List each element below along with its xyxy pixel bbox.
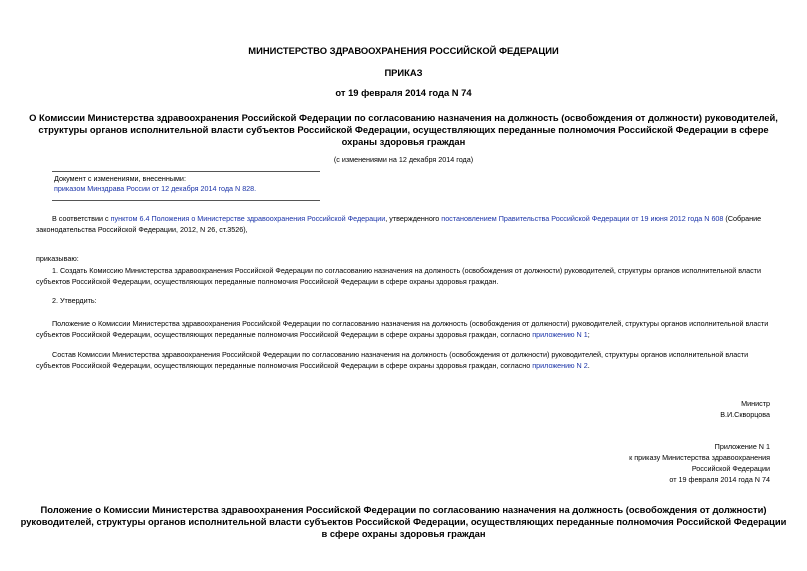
order-date: от 19 февраля 2014 года N 74: [335, 87, 472, 98]
appendix-line-3: Российской Федерации: [691, 464, 770, 473]
signature-name: В.И.Скворцова: [720, 410, 770, 419]
item-1: 1. Создать Комиссию Министерства здравоохранения Российской Федерации по согласованию назначения на должность (освобождения от должности) руководителей, структуры органов исполнительной власти субъектов Российской Федерации, осуществляющих переданные полномочия Российской Федерации в сфере охраны здоровья граждан.: [36, 266, 761, 286]
changes-top-divider: [52, 171, 320, 172]
title-line-2: структуры органов исполнительной власти субъектов Российской Федерации, осуществляющих переданные полномочия Российской Федерации в сфере: [38, 124, 769, 135]
order-heading: ПРИКАЗ: [384, 67, 423, 78]
approve-item-2: Состав Комиссии Министерства здравоохранения Российской Федерации по согласованию назначения на должность (освобождения от должности) руководителей, структуры органов исполнительной власти субъектов Российской Федерации, осуществляющих переданные полномочия Российской Федерации в сфере охраны здоровья граждан, согласно приложению N 2.: [36, 350, 749, 370]
changes-link[interactable]: приказом Минздрава России от 12 декабря 2014 года N 828.: [54, 184, 257, 193]
appendix-line-2: к приказу Министерства здравоохранения: [629, 453, 770, 462]
ministry-heading: МИНИСТЕРСТВО ЗДРАВООХРАНЕНИЯ РОССИЙСКОЙ ФЕДЕРАЦИИ: [248, 45, 559, 56]
item-2: 2. Утвердить:: [52, 296, 97, 305]
signature-block: [560, 398, 770, 420]
appendix-line-4: от 19 февраля 2014 года N 74: [669, 475, 770, 484]
title-line-3: охраны здоровья граждан: [341, 136, 466, 147]
changes-bottom-divider: [52, 200, 320, 201]
appendix-line-1: Приложение N 1: [714, 442, 770, 451]
appendix-title: [0, 504, 807, 540]
order-word: приказываю:: [36, 254, 79, 263]
changes-label: Документ с изменениями, внесенными:: [54, 174, 186, 183]
title-line-1: О Комиссии Министерства здравоохранения Российской Федерации по согласованию назначения на должность (освобождения от должности) руководителей,: [29, 112, 778, 123]
intro-paragraph: В соответствии с пунктом 6.4 Положения о Министерстве здравоохранения Российской Федерации, утвержденного постановлением Правительства Российской Федерации от 19 июня 2012 года N 608 (Собрание законодательства Российской Федерации, 2012, N 26, ст.3526),: [36, 214, 762, 234]
appendix-1-link[interactable]: приложению N 1: [532, 330, 588, 339]
document-title: [0, 112, 807, 148]
appendix-2-link[interactable]: приложению N 2: [532, 361, 588, 370]
approve-item-1: Положение о Комиссии Министерства здравоохранения Российской Федерации по согласованию назначения на должность (освобождения от должности) руководителей, структуры органов исполнительной власти субъектов Российской Федерации, осуществляющих переданные полномочия Российской Федерации в сфере охраны здоровья граждан, согласно приложению N 1;: [36, 319, 769, 339]
appendix-title-line-3: в сфере охраны здоровья граждан: [321, 528, 486, 539]
regulation-link[interactable]: пунктом 6.4 Положения о Министерстве здравоохранения Российской Федерации: [110, 214, 386, 223]
amended-note: (с изменениями на 12 декабря 2014 года): [333, 155, 474, 164]
appendix-title-line-1: Положение о Комиссии Министерства здравоохранения Российской Федерации по согласованию назначения на должность (освобождения от должности): [40, 504, 767, 515]
government-resolution-link[interactable]: постановлением Правительства Российской Федерации от 19 июня 2012 года N 608: [441, 214, 724, 223]
appendix-title-line-2: руководителей, структуры органов исполнительной власти субъектов Российской Федерации, осуществляющих переданные полномочия Российской Федерации: [20, 516, 787, 527]
appendix-header: [560, 441, 770, 485]
signature-role: Министр: [741, 399, 770, 408]
